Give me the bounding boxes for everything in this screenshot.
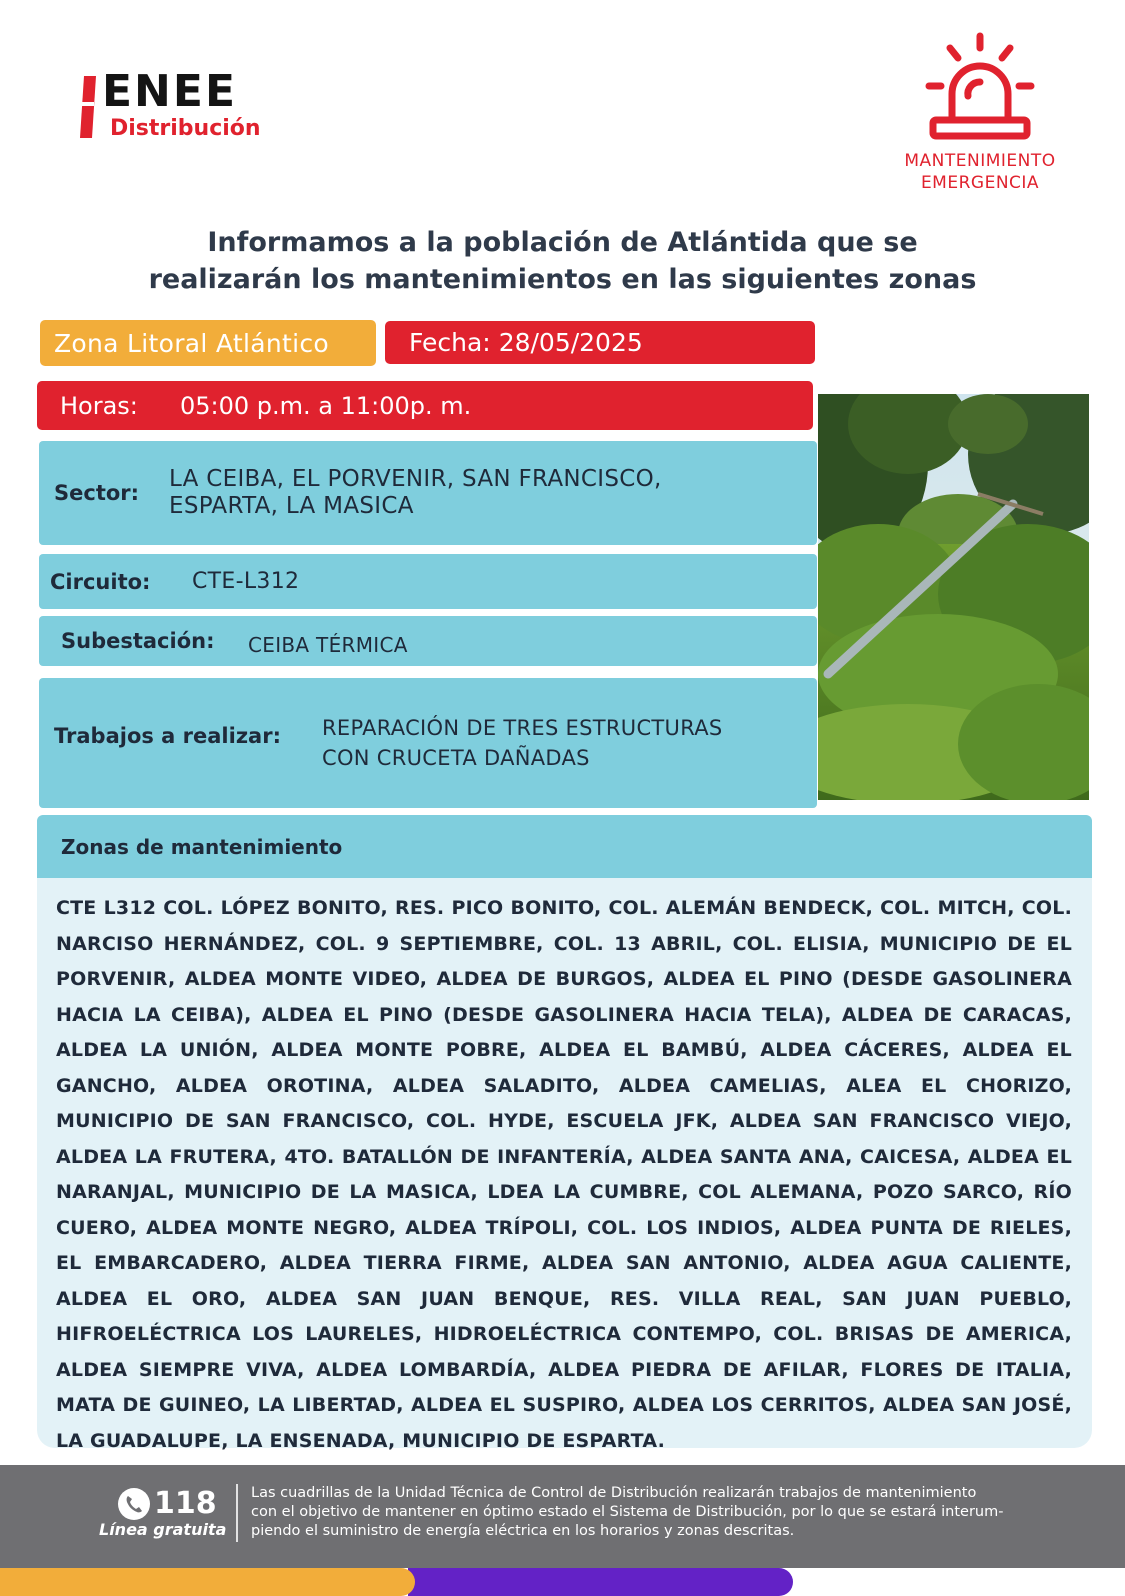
page-headline <box>50 224 1075 298</box>
logo-subtitle: Distribución <box>110 116 261 141</box>
hotline-caption: Línea gratuita <box>99 1520 227 1539</box>
phone-icon <box>118 1488 150 1520</box>
hours-tag <box>37 381 813 430</box>
footer-notice-line-2: con el objetivo de mantener en óptimo estado el Sistema de Distribución, por lo que se estará interum- <box>251 1504 1004 1520</box>
zones-body <box>37 878 1092 1452</box>
date-label: Fecha: <box>409 328 491 357</box>
hours-value: 05:00 p.m. a 11:00p. m. <box>180 391 472 420</box>
zones-title: Zonas de mantenimiento <box>61 834 343 859</box>
sector-label: Sector: <box>54 481 140 505</box>
circuit-label: Circuito: <box>50 569 151 594</box>
work-row <box>39 678 817 808</box>
footer-notice-line-1: Las cuadrillas de la Unidad Técnica de Control de Distribución realizarán trabajos de mantenimiento <box>251 1485 977 1501</box>
circuit-row <box>39 554 817 609</box>
headline-line-2: realizarán los mantenimientos en las siguientes zonas <box>148 264 977 295</box>
zones-header <box>37 815 1092 878</box>
zone-tag <box>40 320 376 366</box>
enee-logo <box>80 66 310 150</box>
sector-value <box>169 466 662 520</box>
damaged-pole-photo <box>818 394 1089 800</box>
badge-line-2: EMERGENCIA <box>920 173 1040 193</box>
date-tag <box>385 321 815 364</box>
headline-line-1: Informamos a la población de Atlántida que se <box>207 227 918 258</box>
work-label: Trabajos a realizar: <box>54 724 281 748</box>
hours-label: Horas: <box>60 391 138 420</box>
logo-mark-icon <box>80 76 96 138</box>
maintenance-badge <box>880 150 1080 194</box>
sector-row <box>39 441 817 545</box>
work-value-line-2: CON CRUCETA DAÑADAS <box>322 746 590 770</box>
zones-list-text: CTE L312 COL. LÓPEZ BONITO, RES. PICO BONITO, COL. ALEMÁN BENDECK, COL. MITCH, COL. NARCISO HERNÁNDEZ, COL. 9 SEPTIEMBRE, COL. 13 ABRIL, COL. ELISIA, MUNICIPIO DE EL PORVENIR, ALDEA MONTE VIDEO, ALDEA DE BURGOS, ALDEA EL PINO (DESDE GASOLINERA HACIA LA CEIBA), ALDEA EL PINO (DESDE GASOLINERA HACIA TELA), ALDEA DE CARACAS, ALDEA LA UNIÓN, ALDEA MONTE POBRE, ALDEA EL BAMBÚ, ALDEA CÁCERES, ALDEA EL GANCHO, ALDEA OROTINA, ALDEA SALADITO, ALDEA CAMELIAS, ALEA EL CHORIZO, MUNICIPIO DE SAN FRANCISCO, COL. HYDE, ESCUELA JFK, ALDEA SAN FRANCISCO VIEJO, ALDEA LA FRUTERA, 4TO. BATALLÓN DE INFANTERÍA, ALDEA SANTA ANA, CAICESA, ALDEA EL NARANJAL, MUNICIPIO DE LA MASICA, LDEA LA CUMBRE, COL ALEMANA, POZO SARCO, RÍO CUERO, ALDEA MONTE NEGRO, ALDEA TRÍPOLI, COL. LOS INDIOS, ALDEA PUNTA DE RIELES, EL EMBARCADERO, ALDEA TIERRA FIRME, ALDEA SAN ANTONIO, ALDEA AGUA CALIENTE, ALDEA EL ORO, ALDEA SAN JUAN BENQUE, RES. VILLA REAL, SAN JUAN PUEBLO, HIFROELÉCTRICA LOS LAURELES, HIDROELÉCTRICA CONTEMPO, COL. BRISAS DE AMERICA, ALDEA SIEMPRE VIVA, ALDEA LOMBARDÍA, ALDEA PIEDRA DE AFILAR, FLORES DE ITALIA, MATA DE GUINEO, LA LIBERTAD, ALDEA EL SUSPIRO, ALDEA LOS CERRITOS, ALDEA SAN JOSÉ, LA GUADALUPE, LA ENSENADA, MUNICIPIO DE ESPARTA. <box>56 897 1072 1452</box>
footer-notice <box>251 1484 1051 1541</box>
sector-value-line-2: ESPARTA, LA MASICA <box>169 493 414 519</box>
footer-divider <box>236 1484 238 1542</box>
date-value: 28/05/2025 <box>498 328 643 357</box>
work-value <box>322 713 723 773</box>
hotline-number: 118 <box>154 1486 217 1521</box>
zone-label: Zona Litoral Atlántico <box>54 328 329 358</box>
emergency-siren-icon <box>925 32 1035 144</box>
footer-notice-line-3: piendo el suministro de energía eléctrica en los horarios y zonas descritas. <box>251 1523 795 1539</box>
work-value-line-1: REPARACIÓN DE TRES ESTRUCTURAS <box>322 716 723 740</box>
sector-value-line-1: LA CEIBA, EL PORVENIR, SAN FRANCISCO, <box>169 466 662 492</box>
circuit-value: CTE-L312 <box>192 569 300 594</box>
substation-value: CEIBA TÉRMICA <box>248 633 408 657</box>
logo-wordmark: ENEE <box>102 66 237 117</box>
substation-row <box>39 616 817 666</box>
bottom-bar-purple <box>408 1568 793 1596</box>
badge-line-1: MANTENIMIENTO <box>904 151 1056 171</box>
substation-label: Subestación: <box>61 629 215 653</box>
bottom-bar-orange <box>0 1568 415 1596</box>
